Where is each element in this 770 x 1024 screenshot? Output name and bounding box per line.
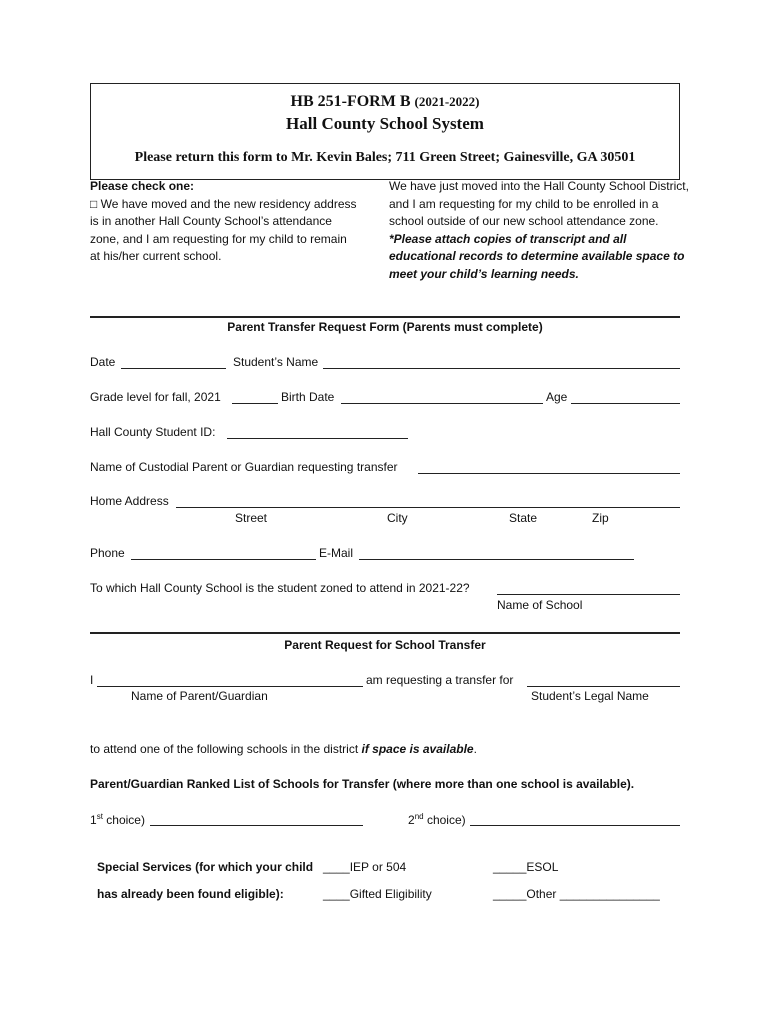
street-caption: Street: [235, 511, 268, 525]
state-caption: State: [509, 511, 538, 525]
parent-name-field[interactable]: [97, 686, 363, 687]
special-services-label-line1: Special Services (for which your child: [97, 860, 314, 874]
choice1-field[interactable]: [150, 825, 363, 826]
student-legal-name-field[interactable]: [527, 686, 680, 687]
grade-label: Grade level for fall, 2021: [90, 390, 221, 404]
choice2-field[interactable]: [470, 825, 680, 826]
email-field[interactable]: [359, 559, 634, 560]
email-label: E-Mail: [319, 546, 354, 560]
zoned-school-question: To which Hall County School is the student zoned to attend in 2021-22?: [90, 581, 470, 595]
home-address-field[interactable]: [176, 507, 680, 508]
student-name-field[interactable]: [323, 368, 680, 369]
form-title: HB 251-FORM B (2021-2022): [290, 93, 480, 110]
name-of-school-caption: Name of School: [497, 598, 583, 612]
parent-guardian-caption: Name of Parent/Guardian: [131, 689, 268, 703]
age-field[interactable]: [571, 403, 680, 404]
attach-records-note: *Please attach copies of transcript and all educational records to determine available space to meet your child’s learning needs.: [389, 231, 685, 281]
zoned-school-field[interactable]: [497, 594, 680, 595]
choice1-label: 1st choice): [90, 812, 145, 827]
section-divider: [90, 316, 680, 318]
city-caption: City: [387, 511, 408, 525]
special-services-label-line2: has already been found eligible):: [97, 887, 284, 901]
age-label: Age: [546, 390, 568, 404]
section-heading-parent-transfer: Parent Transfer Request Form (Parents must complete): [227, 320, 543, 334]
student-name-label: Student’s Name: [233, 355, 319, 369]
home-address-label: Home Address: [90, 494, 169, 508]
phone-field[interactable]: [131, 559, 316, 560]
birth-date-label: Birth Date: [281, 390, 335, 404]
section-divider: [90, 632, 680, 634]
gifted-option[interactable]: ____Gifted Eligibility: [323, 887, 432, 901]
option-new-district: We have just moved into the Hall County School District, and I am requesting for my child to be enrolled in a school outside of our new school attendance zone.: [389, 179, 689, 228]
form-header: [90, 0, 680, 200]
attend-statement: to attend one of the following schools in the district if space is available.: [90, 742, 477, 756]
esol-option[interactable]: _____ESOL: [493, 860, 559, 874]
section-heading-school-transfer: Parent Request for School Transfer: [284, 638, 486, 652]
check-option-left: [90, 178, 358, 266]
student-id-field[interactable]: [227, 438, 408, 439]
ranked-list-heading: Parent/Guardian Ranked List of Schools for Transfer (where more than one school is available).: [90, 777, 635, 791]
school-system-title: Hall County School System: [286, 114, 484, 133]
grade-field[interactable]: [232, 403, 278, 404]
requesting-transfer-label: am requesting a transfer for: [366, 673, 514, 687]
choice2-label: 2nd choice): [408, 812, 466, 827]
check-option-right[interactable]: [389, 178, 695, 283]
phone-label: Phone: [90, 546, 125, 560]
custodial-parent-label: Name of Custodial Parent or Guardian requesting transfer: [90, 460, 398, 474]
i-label: I: [90, 673, 94, 687]
checkbox-icon[interactable]: □: [90, 196, 98, 211]
iep-option[interactable]: ____IEP or 504: [323, 860, 407, 874]
date-label: Date: [90, 355, 116, 369]
return-instructions: Please return this form to Mr. Kevin Bales; 711 Green Street; Gainesville, GA 30501: [134, 150, 636, 165]
date-field[interactable]: [121, 368, 226, 369]
zip-caption: Zip: [592, 511, 609, 525]
student-id-label: Hall County Student ID:: [90, 425, 216, 439]
check-one-label: Please check one:: [90, 179, 195, 193]
other-option[interactable]: _____Other _______________: [493, 887, 660, 901]
birth-date-field[interactable]: [341, 403, 543, 404]
student-legal-name-caption: Student’s Legal Name: [531, 689, 649, 703]
option-remain-current-school[interactable]: □ We have moved and the new residency address is in another Hall County School’s attendance zone, and I am requesting for my child to remain at his/her current school.: [90, 196, 357, 263]
custodial-parent-field[interactable]: [418, 473, 680, 474]
